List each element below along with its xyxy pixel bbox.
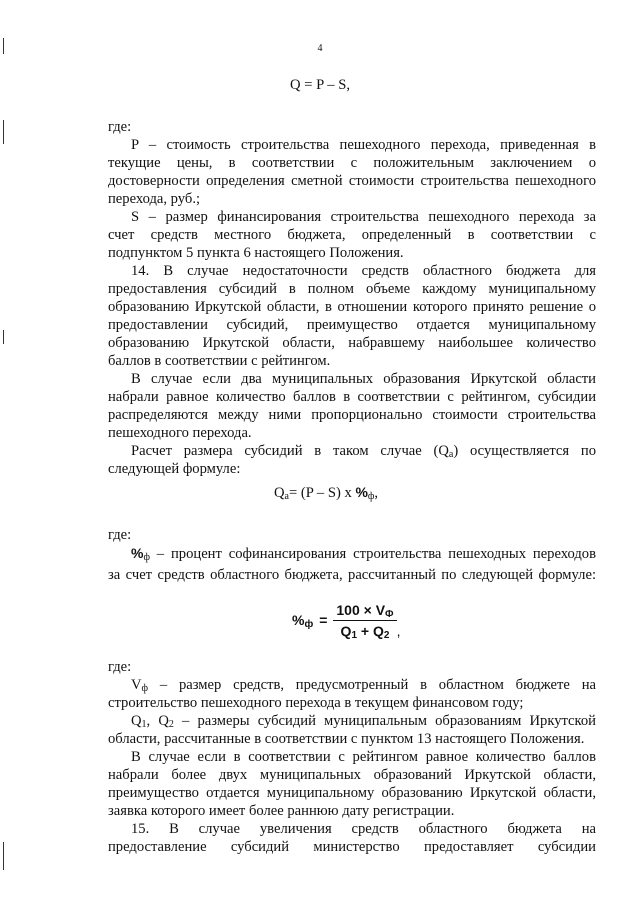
formula-q-equals-p-minus-s: Q = P – S, xyxy=(290,77,350,93)
text-line: где: xyxy=(108,527,132,543)
text-line: образованию Иркутской области, в отношении которого принято решение о xyxy=(108,299,596,315)
text-line: счет средств местного бюджета, определенный в соответствии с xyxy=(108,227,596,243)
equals-sign: = xyxy=(319,612,328,628)
text-line: следующей формуле: xyxy=(108,461,241,477)
text-segment: Расчет размера субсидий в таком случае (Q xyxy=(131,443,449,459)
formula-comma: , xyxy=(374,485,379,501)
text-line: пешеходного перехода. xyxy=(108,425,252,441)
text-segment: – размеры субсидий муниципальным образованиям Иркутской xyxy=(173,713,596,729)
percent-symbol: % xyxy=(355,484,368,500)
percent-symbol: % xyxy=(131,545,144,561)
formula-qa xyxy=(0,483,640,502)
subscript: a xyxy=(448,449,454,460)
text-line: 15. В случае увеличения средств областного бюджета на xyxy=(131,821,596,837)
formula-percent-fraction xyxy=(292,595,400,645)
text-line: В случае если в соответствии с рейтингом равное количество баллов xyxy=(131,749,596,765)
text-line: области, рассчитанные в соответствии с пунктом 13 настоящего Положения. xyxy=(108,731,585,747)
text-line: преимущество отдается муниципальному образованию Иркутской области, xyxy=(108,785,596,801)
text-line: В случае если два муниципальных образования Иркутской области xyxy=(131,371,596,387)
text-line: баллов в соответствии с рейтингом. xyxy=(108,353,331,369)
fraction-denominator xyxy=(338,621,393,639)
subscript: ф xyxy=(304,619,314,630)
text-segment: ) осуществляется по xyxy=(453,443,597,459)
page-number: 4 xyxy=(317,43,323,54)
subscript: 2 xyxy=(168,719,174,730)
text-line: образованию Иркутской области, набравшему наибольшее количество xyxy=(108,335,596,351)
text-line-with-subscript xyxy=(131,442,596,460)
text-segment: V xyxy=(131,677,142,693)
scan-edge-mark xyxy=(3,330,4,344)
text-line: предоставлении субсидий, преимущество отдается муниципальному xyxy=(108,317,596,333)
text-segment: Q xyxy=(131,713,142,729)
scan-edge-mark xyxy=(3,842,4,870)
text-line: распределяются между ними пропорционально стоимости строительства xyxy=(108,407,596,423)
formula-comma: , xyxy=(396,623,401,639)
denominator-text: Q xyxy=(340,622,352,639)
text-line: перехода, руб.; xyxy=(108,191,201,207)
text-line: 14. В случае недостаточности средств областного бюджета для xyxy=(131,263,596,279)
text-line: достоверности определения сметной стоимости строительства пешеходного xyxy=(108,173,596,189)
text-line: набрали равное количество баллов в соответствии с рейтингом, субсидии xyxy=(108,389,596,405)
subscript: 1 xyxy=(141,719,147,730)
text-line: предоставление субсидий министерство предоставляет субсидии xyxy=(108,839,596,855)
percent-symbol: % xyxy=(292,612,305,628)
subscript: 2 xyxy=(383,629,390,641)
text-segment: – размер средств, предусмотренный в областном бюджете на xyxy=(148,677,596,693)
text-line: P – стоимость строительства пешеходного перехода, приведенная в xyxy=(131,137,596,153)
subscript: ф xyxy=(143,552,150,563)
text-line: S – размер финансирования строительства пешеходного перехода за xyxy=(131,209,596,225)
text-line: строительство пешеходного перехода в текущем финансовом году; xyxy=(108,695,524,711)
text-line-with-subscript xyxy=(131,676,596,694)
subscript: ф xyxy=(141,683,149,694)
fraction-numerator xyxy=(333,602,396,621)
formula-text: = (P – S) x xyxy=(288,485,356,501)
scan-edge-mark xyxy=(3,120,4,144)
fraction-lhs xyxy=(292,612,313,628)
subscript: a xyxy=(284,491,289,502)
subscript: Ф xyxy=(385,608,394,620)
text-line-with-symbol xyxy=(131,544,596,563)
subscript: ф xyxy=(367,491,375,502)
subscript: 1 xyxy=(351,629,357,641)
text-segment: , Q xyxy=(146,713,169,729)
text-segment: – процент софинансирования строительства пешеходных переходов xyxy=(149,546,596,562)
fraction xyxy=(333,602,396,639)
text-line: набрали более двух муниципальных образований Иркутской области, xyxy=(108,767,596,783)
text-line: текущие цены, в соответствии с положительным заключением о xyxy=(108,155,596,171)
denominator-text: + Q xyxy=(357,622,384,639)
text-line: где: xyxy=(108,119,132,135)
text-line: заявка которого имеет более раннюю дату регистрации. xyxy=(108,803,455,819)
text-line: за счет средств областного бюджета, рассчитанный по следующей формуле: xyxy=(108,567,596,583)
numerator-text: 100 × V xyxy=(336,601,386,618)
text-line: где: xyxy=(108,659,132,675)
formula-symbol: Q xyxy=(273,485,285,501)
text-line: подпунктом 5 пункта 6 настоящего Положения. xyxy=(108,245,404,261)
text-line-with-subscript xyxy=(131,712,596,730)
text-line: предоставления субсидий в полном объеме каждому муниципальному xyxy=(108,281,596,297)
